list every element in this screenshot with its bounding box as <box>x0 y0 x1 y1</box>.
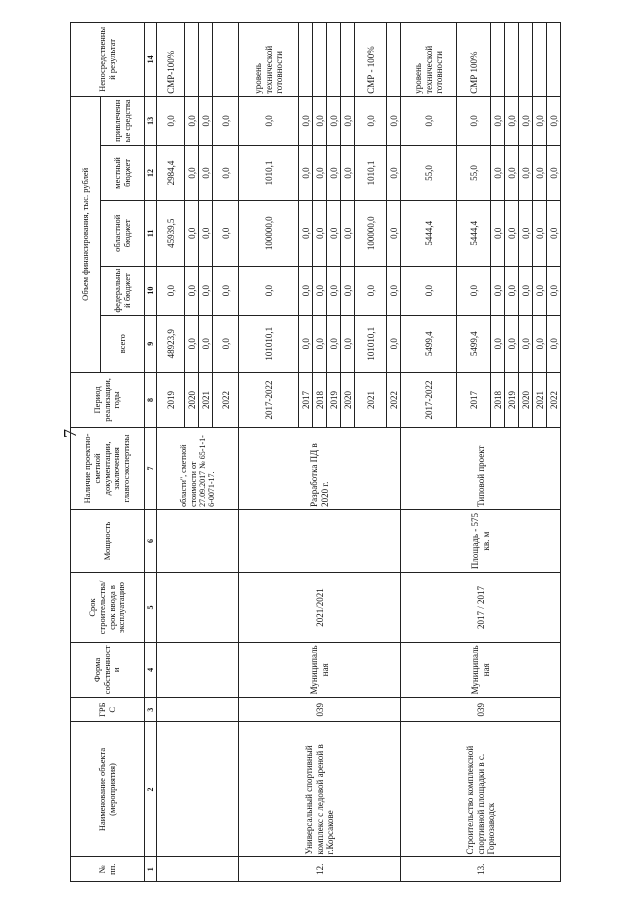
table-row <box>239 23 299 882</box>
cell-federal: 0,0 <box>199 266 213 315</box>
cell-local: 0,0 <box>533 145 547 200</box>
cell-federal: 0,0 <box>299 266 313 315</box>
col-index: 8 <box>145 372 157 427</box>
col-index: 3 <box>145 697 157 722</box>
header-design-docs: Наличие проектно-сметной документации, заключения главгосэкспертизы <box>71 428 145 510</box>
cell-result <box>547 23 561 97</box>
cell-result <box>213 23 239 97</box>
header-federal: федеральный бюджет <box>101 266 145 315</box>
cell-attracted: 0,0 <box>341 96 355 145</box>
cell-attracted: 0,0 <box>547 96 561 145</box>
cell-result <box>185 23 199 97</box>
cell-result <box>299 23 313 97</box>
cell-year: 2018 <box>313 372 327 427</box>
cell-year: 2022 <box>387 372 401 427</box>
cell-local: 0,0 <box>387 145 401 200</box>
cell-federal: 0,0 <box>213 266 239 315</box>
cell-federal: 0,0 <box>491 266 505 315</box>
cell-design-docs: Разработка ПД в 2020 г. <box>239 428 401 510</box>
cell-total: 0,0 <box>313 315 327 372</box>
cell-federal: 0,0 <box>401 266 457 315</box>
cell-regional: 0,0 <box>327 201 341 266</box>
cell-result: уровень технической готовности <box>401 23 457 97</box>
cell-total: 5499,4 <box>401 315 457 372</box>
cell-total: 101010,1 <box>355 315 387 372</box>
header-local: местный бюджет <box>101 145 145 200</box>
col-index: 7 <box>145 428 157 510</box>
col-index: 10 <box>145 266 157 315</box>
cell-local: 0,0 <box>519 145 533 200</box>
cell-attracted: 0,0 <box>457 96 491 145</box>
cell-no: 13. <box>401 857 561 882</box>
cell-total: 0,0 <box>213 315 239 372</box>
col-index: 4 <box>145 642 157 697</box>
cell-result <box>533 23 547 97</box>
cell-federal: 0,0 <box>387 266 401 315</box>
cell-local: 1010,1 <box>355 145 387 200</box>
header-build-period: Срок строительства/срок ввода в эксплуатацию <box>71 573 145 643</box>
cell-regional: 0,0 <box>387 201 401 266</box>
cell-local: 0,0 <box>491 145 505 200</box>
header-funding: Объем финансирования, тыс. рублей <box>71 96 101 372</box>
cell-year: 2020 <box>341 372 355 427</box>
cell-build-period <box>157 573 239 643</box>
cell-federal: 0,0 <box>457 266 491 315</box>
cell-local: 55,0 <box>401 145 457 200</box>
cell-attracted: 0,0 <box>519 96 533 145</box>
col-index: 11 <box>145 201 157 266</box>
table-row <box>401 23 457 882</box>
cell-regional: 0,0 <box>519 201 533 266</box>
cell-capacity <box>157 509 239 572</box>
cell-year: 2018 <box>491 372 505 427</box>
cell-year: 2019 <box>327 372 341 427</box>
cell-federal: 0,0 <box>519 266 533 315</box>
cell-year: 2017 <box>457 372 491 427</box>
cell-total: 0,0 <box>547 315 561 372</box>
cell-attracted: 0,0 <box>199 96 213 145</box>
header-regional: областной бюджет <box>101 201 145 266</box>
cell-total: 101010,1 <box>239 315 299 372</box>
cell-total: 0,0 <box>505 315 519 372</box>
col-index: 5 <box>145 573 157 643</box>
cell-attracted: 0,0 <box>299 96 313 145</box>
col-index: 9 <box>145 315 157 372</box>
cell-regional: 0,0 <box>505 201 519 266</box>
cell-federal: 0,0 <box>341 266 355 315</box>
cell-total: 0,0 <box>533 315 547 372</box>
cell-result <box>505 23 519 97</box>
cell-attracted: 0,0 <box>533 96 547 145</box>
cell-attracted: 0,0 <box>157 96 185 145</box>
cell-total: 0,0 <box>341 315 355 372</box>
table-row <box>157 23 185 882</box>
cell-attracted: 0,0 <box>401 96 457 145</box>
cell-grbs <box>157 697 239 722</box>
cell-regional: 0,0 <box>213 201 239 266</box>
cell-attracted: 0,0 <box>239 96 299 145</box>
cell-result <box>519 23 533 97</box>
cell-name: Строительство комплексной спортивной площадки в с. Горнозаводск <box>401 722 561 857</box>
cell-result <box>313 23 327 97</box>
cell-attracted: 0,0 <box>327 96 341 145</box>
cell-regional: 0,0 <box>341 201 355 266</box>
cell-year: 2017 <box>299 372 313 427</box>
cell-year: 2020 <box>519 372 533 427</box>
cell-total: 0,0 <box>299 315 313 372</box>
cell-total: 0,0 <box>185 315 199 372</box>
cell-local: 0,0 <box>185 145 199 200</box>
cell-result <box>341 23 355 97</box>
cell-local: 55,0 <box>457 145 491 200</box>
cell-total: 0,0 <box>519 315 533 372</box>
cell-federal: 0,0 <box>327 266 341 315</box>
col-index: 1 <box>145 857 157 882</box>
header-ownership: Форма собственности <box>71 642 145 697</box>
header-no: № пп. <box>71 857 145 882</box>
header-capacity: Мощность <box>71 509 145 572</box>
cell-total: 0,0 <box>491 315 505 372</box>
header-result: Непосредственный результат <box>71 23 145 97</box>
cell-result: СМР - 100% <box>355 23 387 97</box>
cell-grbs: 039 <box>239 697 401 722</box>
cell-regional: 0,0 <box>533 201 547 266</box>
cell-ownership: Муниципальная <box>239 642 401 697</box>
cell-year: 2021 <box>533 372 547 427</box>
cell-total: 5499,4 <box>457 315 491 372</box>
cell-attracted: 0,0 <box>355 96 387 145</box>
col-index: 6 <box>145 509 157 572</box>
cell-attracted: 0,0 <box>213 96 239 145</box>
page-number: 7 <box>60 429 80 438</box>
rotated-table-wrapper <box>70 22 620 882</box>
cell-federal: 0,0 <box>505 266 519 315</box>
cell-federal: 0,0 <box>157 266 185 315</box>
cell-capacity: Площадь - 575 кв. м <box>401 509 561 572</box>
cell-regional: 0,0 <box>491 201 505 266</box>
col-index: 2 <box>145 722 157 857</box>
cell-federal: 0,0 <box>185 266 199 315</box>
cell-year: 2019 <box>157 372 185 427</box>
cell-regional: 0,0 <box>313 201 327 266</box>
cell-no: 12. <box>239 857 401 882</box>
cell-build-period: 2021/2021 <box>239 573 401 643</box>
column-index-row <box>145 23 157 882</box>
header-period: Период реализации, годы <box>71 372 145 427</box>
cell-regional: 0,0 <box>185 201 199 266</box>
cell-regional: 0,0 <box>199 201 213 266</box>
cell-regional: 100000,0 <box>355 201 387 266</box>
cell-federal: 0,0 <box>547 266 561 315</box>
cell-local: 1010,1 <box>239 145 299 200</box>
cell-total: 0,0 <box>327 315 341 372</box>
cell-result <box>199 23 213 97</box>
cell-name <box>157 722 239 857</box>
cell-year: 2020 <box>185 372 199 427</box>
cell-build-period: 2017 / 2017 <box>401 573 561 643</box>
cell-year: 2022 <box>213 372 239 427</box>
cell-local: 0,0 <box>505 145 519 200</box>
header-name: Наименование объекта (мероприятия) <box>71 722 145 857</box>
funding-table <box>70 22 561 882</box>
cell-total: 0,0 <box>387 315 401 372</box>
cell-local: 0,0 <box>213 145 239 200</box>
cell-attracted: 0,0 <box>185 96 199 145</box>
cell-no <box>157 857 239 882</box>
cell-local: 0,0 <box>299 145 313 200</box>
cell-design-docs: области", сметной стоимости от 27.09.2017 № 65-1-1-6-0071-17. <box>157 428 239 510</box>
cell-local: 0,0 <box>313 145 327 200</box>
cell-local: 0,0 <box>327 145 341 200</box>
cell-result <box>327 23 341 97</box>
cell-attracted: 0,0 <box>505 96 519 145</box>
cell-federal: 0,0 <box>239 266 299 315</box>
cell-grbs: 039 <box>401 697 561 722</box>
cell-ownership: Муниципальная <box>401 642 561 697</box>
cell-result <box>387 23 401 97</box>
cell-name: Универсальный спортивный комплекс с ледовой ареной в г.Корсакове <box>239 722 401 857</box>
cell-regional: 100000,0 <box>239 201 299 266</box>
cell-federal: 0,0 <box>355 266 387 315</box>
cell-year: 2017-2022 <box>239 372 299 427</box>
cell-regional: 0,0 <box>547 201 561 266</box>
cell-attracted: 0,0 <box>313 96 327 145</box>
cell-federal: 0,0 <box>313 266 327 315</box>
cell-ownership <box>157 642 239 697</box>
cell-year: 2021 <box>199 372 213 427</box>
cell-federal: 0,0 <box>533 266 547 315</box>
cell-regional: 0,0 <box>299 201 313 266</box>
header-total: всего <box>101 315 145 372</box>
cell-regional: 5444,4 <box>401 201 457 266</box>
col-index: 14 <box>145 23 157 97</box>
col-index: 12 <box>145 145 157 200</box>
cell-result: СМР-100% <box>157 23 185 97</box>
cell-local: 2984,4 <box>157 145 185 200</box>
header-grbs: ГРБС <box>71 697 145 722</box>
cell-result <box>491 23 505 97</box>
cell-year: 2017-2022 <box>401 372 457 427</box>
cell-local: 0,0 <box>341 145 355 200</box>
col-index: 13 <box>145 96 157 145</box>
cell-year: 2019 <box>505 372 519 427</box>
cell-attracted: 0,0 <box>387 96 401 145</box>
cell-result: уровень технической готовности <box>239 23 299 97</box>
cell-local: 0,0 <box>199 145 213 200</box>
cell-regional: 45939,5 <box>157 201 185 266</box>
header-attracted: привлеченные средства <box>101 96 145 145</box>
cell-local: 0,0 <box>547 145 561 200</box>
cell-attracted: 0,0 <box>491 96 505 145</box>
cell-result: СМР 100% <box>457 23 491 97</box>
cell-design-docs: Типовой проект <box>401 428 561 510</box>
cell-year: 2022 <box>547 372 561 427</box>
cell-regional: 5444,4 <box>457 201 491 266</box>
cell-total: 0,0 <box>199 315 213 372</box>
cell-capacity <box>239 509 401 572</box>
cell-total: 48923,9 <box>157 315 185 372</box>
cell-year: 2021 <box>355 372 387 427</box>
